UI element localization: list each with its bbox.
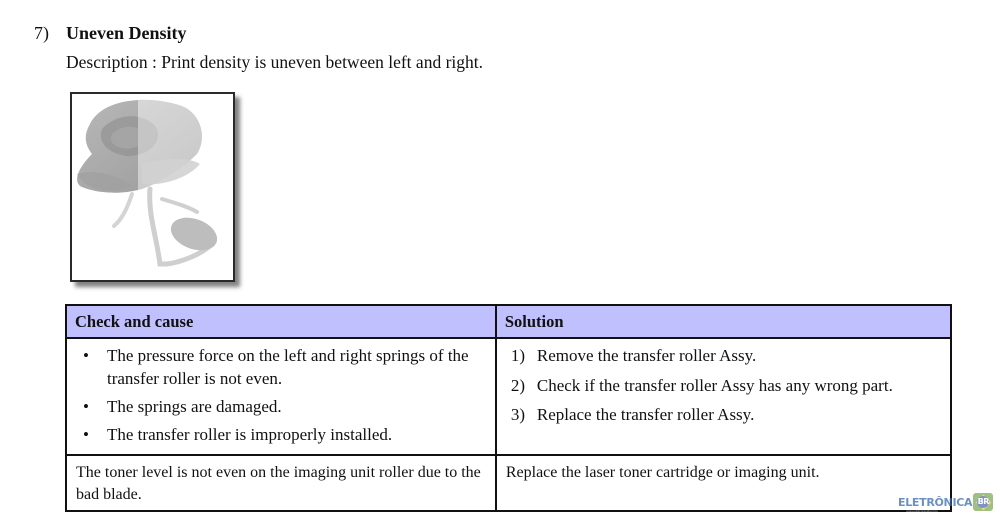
cause-list — [75, 344, 489, 446]
cause-text: The pressure force on the left and right springs of the transfer roller is not even. — [107, 346, 469, 388]
solution-step — [511, 344, 944, 367]
table-row — [66, 455, 951, 511]
step-number: 2) — [510, 375, 526, 395]
step-text: Replace the transfer roller Assy. — [536, 405, 755, 424]
step-text: Remove the transfer roller Assy. — [536, 346, 757, 365]
bullet-icon: • — [83, 346, 89, 365]
section-number: 7) — [34, 23, 49, 43]
watermark-url: www.eletronicabr.com — [906, 508, 938, 513]
cause-item — [75, 423, 489, 446]
step-text: Check if the transfer roller Assy has any wrong part. — [536, 375, 893, 395]
column-header-solution: Solution — [496, 305, 951, 338]
cause-text: The springs are damaged. — [107, 397, 282, 416]
section-title: Uneven Density — [66, 23, 187, 43]
table-row — [66, 338, 951, 455]
table-header-row — [66, 305, 951, 338]
solution-cell: Replace the laser toner cartridge or imaging unit. — [496, 455, 951, 511]
flag-badge-icon — [973, 493, 993, 511]
solution-cell — [496, 338, 951, 455]
bullet-icon: • — [83, 397, 89, 416]
cause-item — [75, 344, 489, 390]
rose-image-icon — [72, 94, 233, 280]
cause-cell: The toner level is not even on the imaging unit roller due to the bad blade. — [66, 455, 496, 511]
cause-cell — [66, 338, 496, 455]
solution-steps — [511, 344, 944, 426]
solution-step — [511, 374, 944, 397]
column-header-check-and-cause: Check and cause — [66, 305, 496, 338]
badge-label: BR — [977, 497, 989, 506]
watermark-label: ELETRÔNICA — [898, 495, 973, 509]
bullet-icon: • — [83, 425, 89, 444]
step-number: 3) — [510, 405, 526, 424]
site-watermark — [898, 492, 993, 512]
sample-print-figure — [70, 92, 235, 282]
step-number: 1) — [510, 346, 526, 365]
solution-step — [511, 403, 944, 426]
troubleshooting-table — [65, 304, 952, 512]
watermark-text — [898, 495, 973, 513]
section-description: Description : Print density is uneven between left and right. — [66, 52, 483, 72]
cause-text: The transfer roller is improperly installed. — [107, 425, 393, 444]
cause-item — [75, 395, 489, 418]
